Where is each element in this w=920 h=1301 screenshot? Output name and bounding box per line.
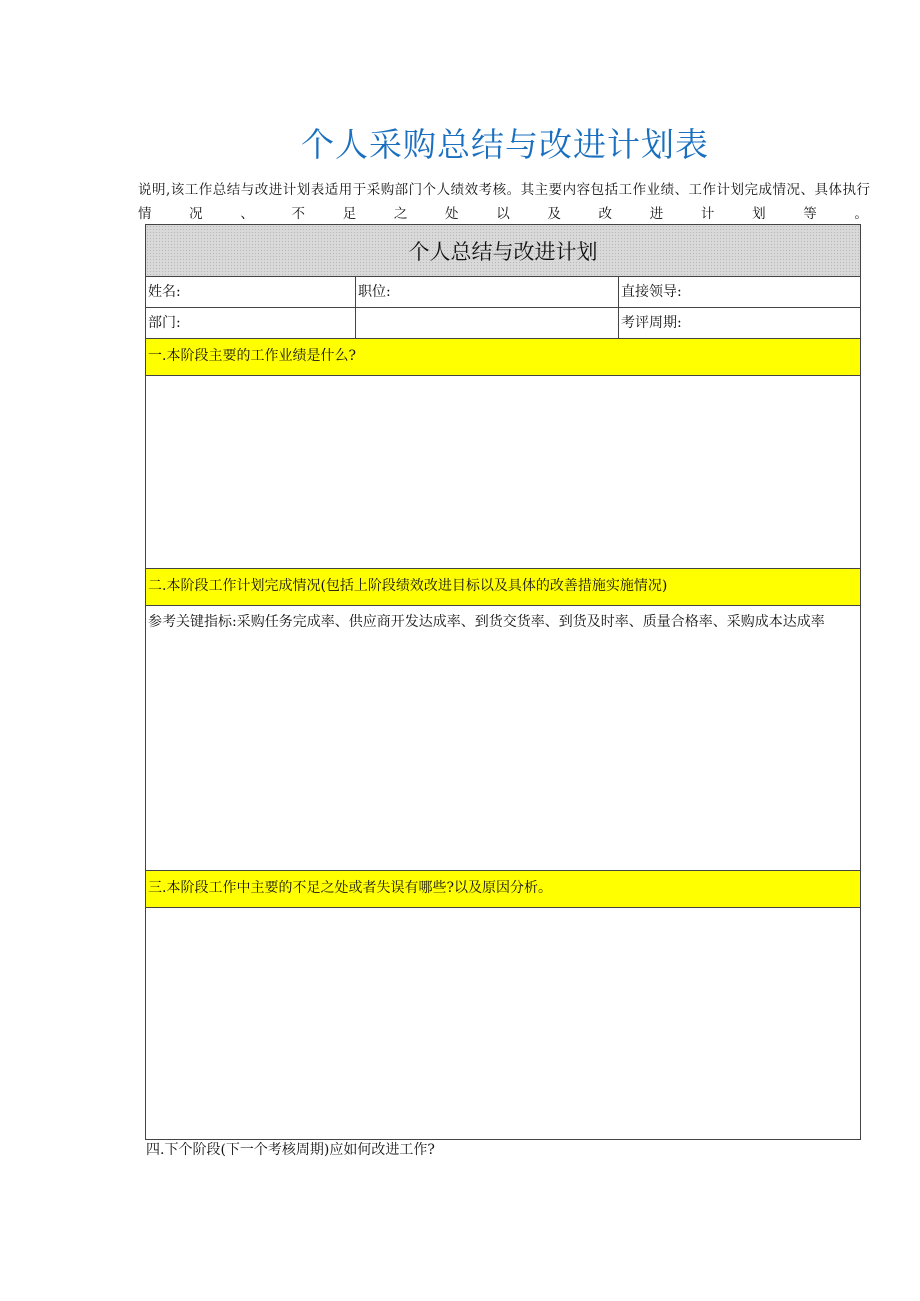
- intro-line2-char: 况: [189, 206, 203, 222]
- position-field[interactable]: 职位:: [356, 277, 619, 307]
- section-3-body[interactable]: [146, 908, 860, 1139]
- intro-line2-char: 不: [291, 206, 306, 222]
- review-period-field[interactable]: 考评周期:: [621, 315, 682, 331]
- intro-line2-char: 划: [752, 206, 766, 222]
- section-4-question: 四.下个阶段(下一个考核周期)应如何改进工作?: [146, 1142, 435, 1158]
- form-header: 个人总结与改进计划: [146, 225, 860, 277]
- blank-field[interactable]: [356, 308, 619, 338]
- section-3-heading: 三.本阶段工作中主要的不足之处或者失误有哪些?以及原因分析。: [146, 871, 860, 908]
- intro-line2-char: 、: [240, 206, 254, 222]
- intro-line2-char: 情: [138, 206, 152, 222]
- summary-form-table: [145, 224, 861, 1140]
- document-title: 个人采购总结与改进计划表: [301, 125, 709, 164]
- intro-line2-char: 进: [649, 206, 664, 222]
- intro-line2-char: 之: [393, 206, 408, 222]
- intro-line2-char: 等: [803, 206, 817, 222]
- section-1-body[interactable]: [146, 376, 860, 569]
- intro-line2-char: 足: [342, 206, 357, 222]
- section-2-heading: 二.本阶段工作计划完成情况(包括上阶段绩效改进目标以及具体的改善措施实施情况): [146, 569, 860, 606]
- direct-leader-field[interactable]: 直接领导:: [621, 284, 682, 300]
- name-field[interactable]: 姓名:: [146, 277, 356, 307]
- intro-line2-char: 改: [598, 206, 613, 222]
- info-row-2: [146, 308, 860, 339]
- intro-line2-char: 。: [854, 206, 868, 222]
- section-2-body[interactable]: 参考关键指标:采购任务完成率、供应商开发达成率、到货交货率、到货及时率、质量合格率、采购成本达成率: [146, 606, 860, 871]
- intro-text-line1: 说明,该工作总结与改进计划表适用于采购部门个人绩效考核。其主要内容包括工作业绩、工作计划完成情况、具体执行: [138, 182, 870, 198]
- department-field[interactable]: 部门:: [146, 308, 356, 338]
- intro-line2-char: 以: [496, 206, 510, 222]
- intro-line2-char: 处: [445, 206, 459, 222]
- info-row-1: [146, 277, 860, 308]
- section-1-heading: 一.本阶段主要的工作业绩是什么?: [146, 339, 860, 376]
- intro-line2-char: 计: [700, 206, 715, 222]
- intro-line2-char: 及: [547, 206, 561, 222]
- intro-text-line2: [138, 203, 868, 225]
